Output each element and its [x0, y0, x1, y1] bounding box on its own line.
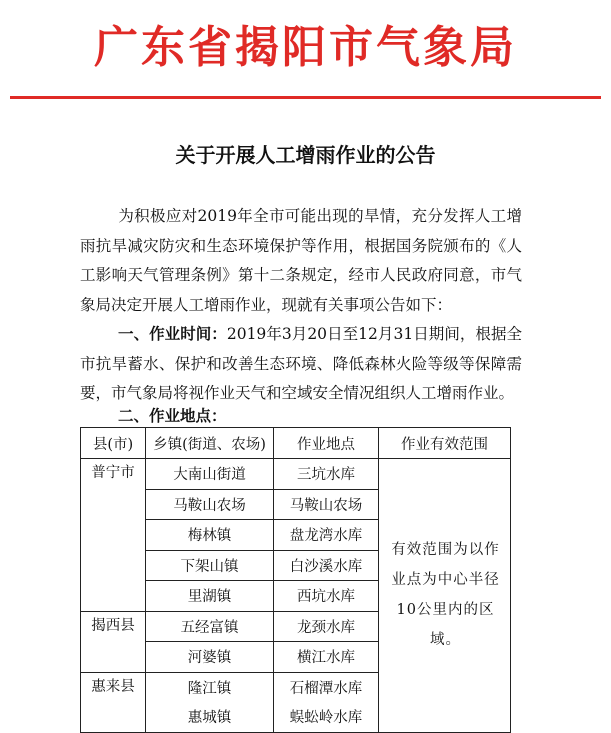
site-cell: 白沙溪水库: [274, 550, 379, 581]
column-header-county: 县(市): [81, 428, 146, 459]
letterhead-divider: [10, 96, 601, 99]
letterhead-title: 广东省揭阳市气象局: [94, 22, 517, 73]
town-cell: 里湖镇: [146, 581, 274, 612]
site-cell: 盘龙湾水库: [274, 520, 379, 551]
site-cell: 西坑水库: [274, 581, 379, 612]
site-cell: 横江水库: [274, 642, 379, 673]
site-cell: 蜈蚣岭水库: [274, 702, 379, 732]
table-row: [81, 459, 511, 490]
column-header-town: 乡镇(街道、农场): [146, 428, 274, 459]
column-header-scope: 作业有效范围: [379, 428, 511, 459]
town-cell: 隆江镇: [146, 672, 274, 702]
town-cell: 河婆镇: [146, 642, 274, 673]
intro-text: 为积极应对2019年全市可能出现的旱情，充分发挥人工增雨抗旱减灾防灾和生态环境保护等作用，根据国务院颁布的《人工影响天气管理条例》第十二条规定，经市人民政府同意，市气象局决定开展人工增雨作业，现就有关事项公告如下：: [80, 207, 522, 314]
town-cell: 惠城镇: [146, 702, 274, 732]
section-1-body: 2019年3月20日至12月31日期间，根据全市抗旱蓄水、保护和改善生态环境、降低森林火险等级等保障需要，市气象局将视作业天气和空域安全情况组织人工增雨作业。: [80, 325, 522, 402]
town-cell: 下架山镇: [146, 550, 274, 581]
site-table: [80, 427, 511, 733]
section-2-heading: 二、作业地点：: [118, 406, 227, 425]
scope-cell: 有效范围为以作业点为中心半径10公里内的区域。: [379, 459, 511, 733]
document-title: 关于开展人工增雨作业的公告: [175, 143, 436, 167]
county-cell: 普宁市: [81, 459, 146, 612]
site-cell: 石榴潭水库: [274, 672, 379, 702]
town-cell: 大南山街道: [146, 459, 274, 490]
town-cell: 五经富镇: [146, 611, 274, 642]
intro-paragraph: [80, 202, 522, 320]
site-cell: 马鞍山农场: [274, 489, 379, 520]
site-cell: 龙颈水库: [274, 611, 379, 642]
table-header-row: [81, 428, 511, 459]
county-cell: 惠来县: [81, 672, 146, 732]
county-cell: 揭西县: [81, 611, 146, 672]
section-1-paragraph: [80, 319, 522, 409]
section-1-heading: 一、作业时间：: [118, 324, 227, 343]
site-cell: 三坑水库: [274, 459, 379, 490]
town-cell: 马鞍山农场: [146, 489, 274, 520]
town-cell: 梅林镇: [146, 520, 274, 551]
column-header-site: 作业地点: [274, 428, 379, 459]
